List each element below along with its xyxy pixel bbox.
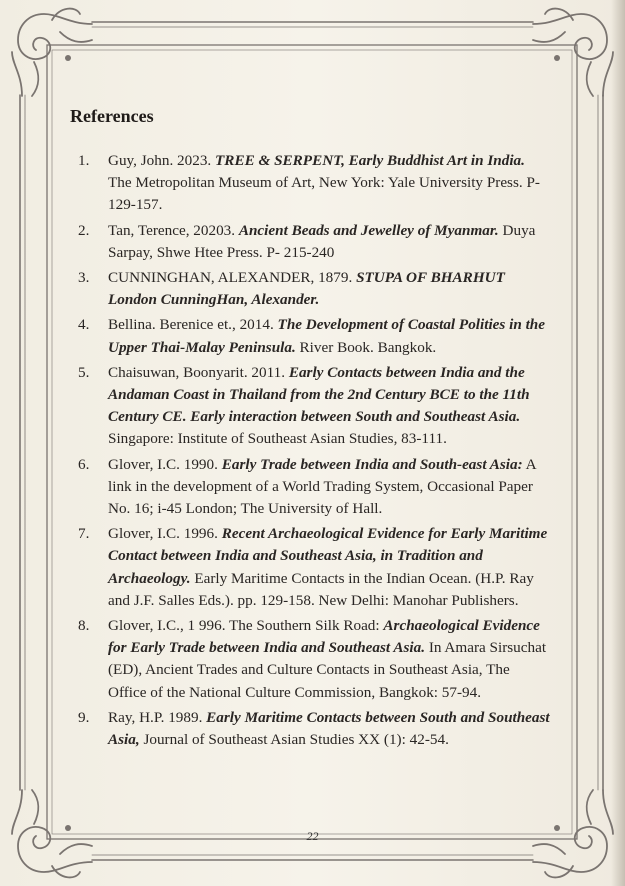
reference-details: River Book. Bangkok.	[295, 338, 437, 356]
reference-item	[78, 707, 551, 751]
reference-details: Duya Sarpay, Shwe Htee Press. P- 215-240	[108, 221, 536, 261]
reference-number: 5.	[78, 363, 90, 381]
reference-details: The Metropolitan Museum of Art, New York: Yale University Press. P- 129-157.	[108, 174, 540, 214]
reference-item	[78, 267, 551, 311]
reference-number: 3.	[78, 269, 90, 287]
page-number: 22	[306, 829, 319, 843]
reference-number: 9.	[78, 708, 90, 726]
reference-details: In Amara Sirsuchat (ED), Ancient Trades and Culture Contacts in Southeast Asia, The Office of the National Culture Commission, Bangkok: 57-94.	[108, 639, 547, 701]
reference-title: Early Trade between India and South-east Asia:	[221, 455, 523, 473]
reference-details: Early Maritime Contacts in the Indian Ocean. (H.P. Ray and J.F. Salles Eds.). pp. 129-158. New Delhi: Manohar Publishers.	[108, 569, 534, 609]
reference-title: Early Maritime Contacts between South and Southeast Asia,	[108, 708, 550, 749]
reference-author: CUNNINGHAN, ALEXANDER, 1879.	[108, 269, 357, 287]
reference-title: Recent Archaeological Evidence for Early Maritime Contact between India and Southeast Asia, in Tradition and Archaeology.	[108, 525, 548, 587]
reference-title: TREE & SERPENT, Early Buddhist Art in India.	[215, 152, 525, 169]
corner-flourish-icon	[533, 9, 613, 96]
reference-item	[78, 454, 551, 521]
reference-item	[78, 314, 551, 358]
references-heading: References	[70, 106, 154, 126]
reference-author: Guy, John. 2023.	[108, 152, 216, 169]
reference-title: The Development of Coastal Polities in the Upper Thai-Malay Peninsula.	[108, 316, 545, 356]
reference-details: Journal of Southeast Asian Studies XX (1): 42-54.	[139, 731, 449, 749]
reference-number: 8.	[78, 617, 90, 635]
reference-title: STUPA OF BHARHUT London CunningHan, Alexander.	[108, 269, 505, 309]
reference-author: Ray, H.P. 1989.	[108, 708, 207, 726]
reference-item	[78, 150, 551, 217]
reference-number: 7.	[78, 525, 90, 543]
reference-author: Bellina. Berenice et., 2014.	[108, 316, 278, 334]
reference-number: 1.	[78, 152, 90, 169]
reference-author: Glover, I.C. 1996.	[108, 525, 222, 543]
reference-title: Archaeological Evidence for Early Trade between India and Southeast Asia.	[108, 617, 540, 657]
references-list	[78, 150, 551, 754]
reference-number: 4.	[78, 316, 90, 334]
reference-item	[78, 615, 551, 704]
reference-details: Singapore: Institute of Southeast Asian Studies, 83-111.	[108, 430, 447, 448]
reference-author: Glover, I.C. 1990.	[108, 455, 222, 473]
reference-title: Early Contacts between India and the Andaman Coast in Thailand from the 2nd Century BCE to the 11th Century CE. Early interaction between South and Southeast Asia.	[108, 363, 530, 426]
reference-author: Tan, Terence, 20203.	[108, 221, 239, 239]
reference-item	[78, 523, 551, 612]
reference-author: Chaisuwan, Boonyarit. 2011.	[108, 363, 289, 381]
reference-details: A link in the development of a World Trading System, Occasional Paper No. 16; i-45 London; The University of Hall.	[108, 455, 536, 518]
reference-item	[78, 362, 551, 451]
reference-title: Ancient Beads and Jewelley of Myanmar.	[238, 221, 499, 239]
reference-item	[78, 220, 551, 264]
reference-author: Glover, I.C., 1 996. The Southern Silk Road:	[108, 617, 384, 635]
reference-number: 6.	[78, 455, 90, 473]
reference-number: 2.	[78, 221, 90, 239]
